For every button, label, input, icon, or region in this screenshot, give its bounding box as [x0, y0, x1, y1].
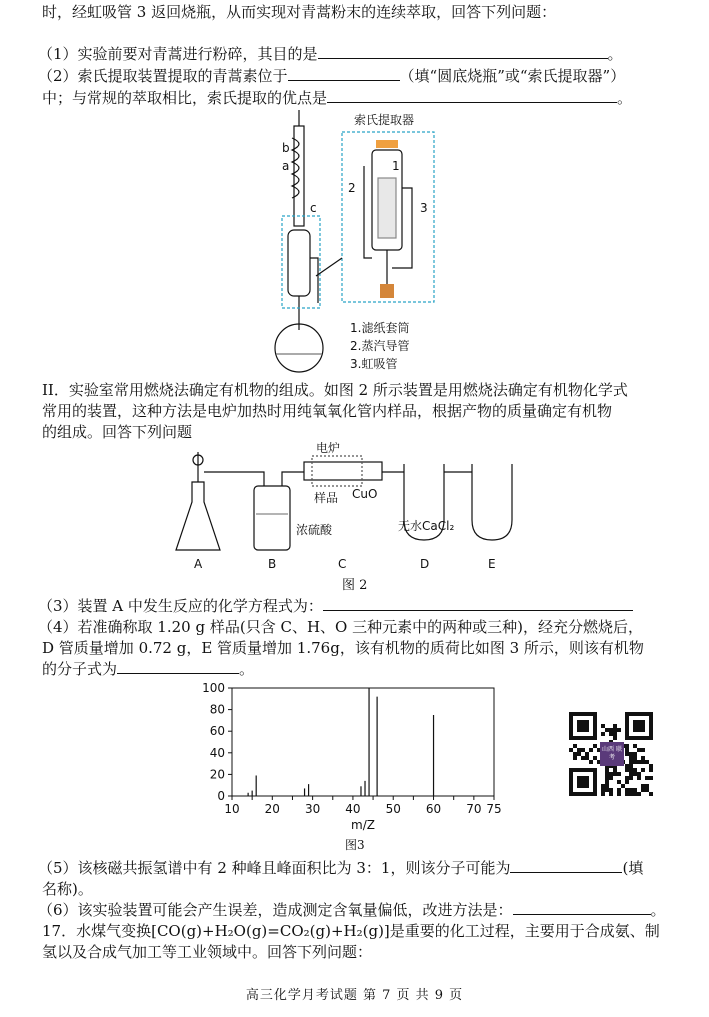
y-tick-label: 80	[209, 702, 225, 717]
question-6: （6）该实验装置可能会产生误差，造成测定含氧量偏低，改进方法是： 。	[38, 901, 666, 919]
station-d: D	[420, 557, 430, 571]
section-2-line-3: 的组成。回答下列问题	[42, 423, 193, 441]
y-tick-label: 0	[217, 789, 225, 803]
x-tick-label: 75	[486, 802, 502, 816]
answer-blank[interactable]	[117, 659, 239, 674]
fig1-title: 索氏提取器	[354, 113, 415, 127]
station-e: E	[488, 557, 496, 571]
x-axis-label: m/Z	[351, 818, 375, 832]
section-2-line-2: 常用的装置，这种方法是电炉加热时用纯氧氧化管内样品，根据产物的质量确定有机物	[42, 402, 613, 420]
x-tick-label: 50	[385, 802, 401, 816]
y-tick-label: 60	[209, 724, 225, 739]
x-tick-label: 40	[345, 802, 361, 816]
answer-blank[interactable]	[513, 900, 651, 915]
x-tick-label: 20	[264, 802, 280, 816]
page-footer: 高三化学月考试题 第 7 页 共 9 页	[245, 988, 464, 1003]
fig1-label-a: a	[282, 159, 290, 173]
bottle-b	[254, 486, 290, 550]
text-line-1: 时，经虹吸管 3 返回烧瓶，从而实现对青蒿粉末的连续萃取，回答下列问题：	[42, 3, 557, 21]
question-4-cont-2: 的分子式为 。	[42, 660, 255, 678]
flask-a	[176, 482, 220, 550]
u-tube-e	[472, 464, 512, 540]
question-5: （5）该核磁共振氢谱中有 2 种峰且峰面积比为 3：1，则该分子可能为 (填	[38, 859, 644, 877]
question-17-cont: 氢以及合成气加工等工业领域中。回答下列问题：	[42, 943, 373, 961]
answer-blank[interactable]	[288, 66, 400, 81]
plot-frame	[232, 688, 494, 796]
section-2-line-1: II．实验室常用燃烧法确定有机物的组成。如图 2 所示装置是用燃烧法确定有机物化学式	[42, 381, 628, 399]
soxhlet-figure	[268, 108, 448, 376]
question-5-cont: 名称)。	[42, 880, 93, 898]
y-tick-label: 20	[209, 767, 225, 782]
fig1-label-3: 3	[420, 201, 428, 215]
x-tick-label: 70	[466, 802, 482, 816]
fig1-legend-3: 3.虹吸管	[350, 357, 398, 371]
y-tick-label: 100	[202, 681, 225, 695]
question-3: （3）装置 A 中发生反应的化学方程式为：	[38, 596, 633, 616]
question-17: 17．水煤气变换[CO(g)+H₂O(g)=CO₂(g)+H₂(g)]是重要的化工过程，主要用于合成氨、制	[42, 922, 660, 940]
round-flask	[275, 324, 323, 372]
answer-blank[interactable]	[318, 44, 608, 59]
combustion-apparatus	[172, 442, 522, 572]
label-cacl2: 无水CaCl₂	[398, 519, 455, 533]
x-tick-label: 10	[224, 802, 240, 816]
question-1: （1）实验前要对青蒿进行粉碎，其目的是 。	[38, 45, 623, 63]
fig1-label-b: b	[282, 141, 290, 155]
question-2-cont: 中；与常规的萃取相比，索氏提取的优点是 。	[42, 89, 633, 107]
fig1-label-2: 2	[348, 181, 356, 195]
label-acid: 浓硫酸	[296, 523, 333, 537]
question-2: （2）索氏提取装置提取的青蒿素位于 （填“圆底烧瓶”或“索氏提取器”）	[38, 67, 626, 85]
fig1-legend-1: 1.滤纸套筒	[350, 321, 410, 335]
x-tick-label: 60	[425, 802, 442, 816]
station-b: B	[268, 557, 277, 571]
mass-spectrum-chart	[196, 680, 506, 850]
answer-blank[interactable]	[327, 88, 617, 103]
fig1-legend-2: 2.蒸汽导管	[350, 339, 410, 353]
answer-blank[interactable]	[323, 596, 633, 611]
label-furnace: 电炉	[316, 442, 341, 455]
qr-badge: 山西 联考	[600, 742, 624, 766]
question-4-cont: D 管质量增加 0.72 g，E 管质量增加 1.76g，该有机物的质荷比如图 3 所示，则该有机物	[42, 639, 644, 657]
figure-2-caption: 图 2	[342, 578, 368, 593]
label-cuo: CuO	[352, 487, 378, 501]
extractor-body	[288, 230, 310, 296]
figure-3-caption: 图3	[345, 838, 365, 852]
answer-blank[interactable]	[510, 858, 622, 873]
fig1-label-1: 1	[392, 159, 400, 173]
station-c: C	[338, 557, 347, 571]
x-tick-label: 30	[304, 802, 321, 816]
label-sample: 样品	[314, 491, 339, 505]
tube-c	[304, 462, 382, 480]
question-4: （4）若准确称取 1.20 g 样品(只含 C、H、O 三种元素中的两种或三种)，经充分燃烧后，	[38, 618, 643, 636]
fig1-label-c: c	[310, 201, 317, 215]
y-tick-label: 40	[209, 745, 225, 760]
station-a: A	[194, 557, 203, 571]
